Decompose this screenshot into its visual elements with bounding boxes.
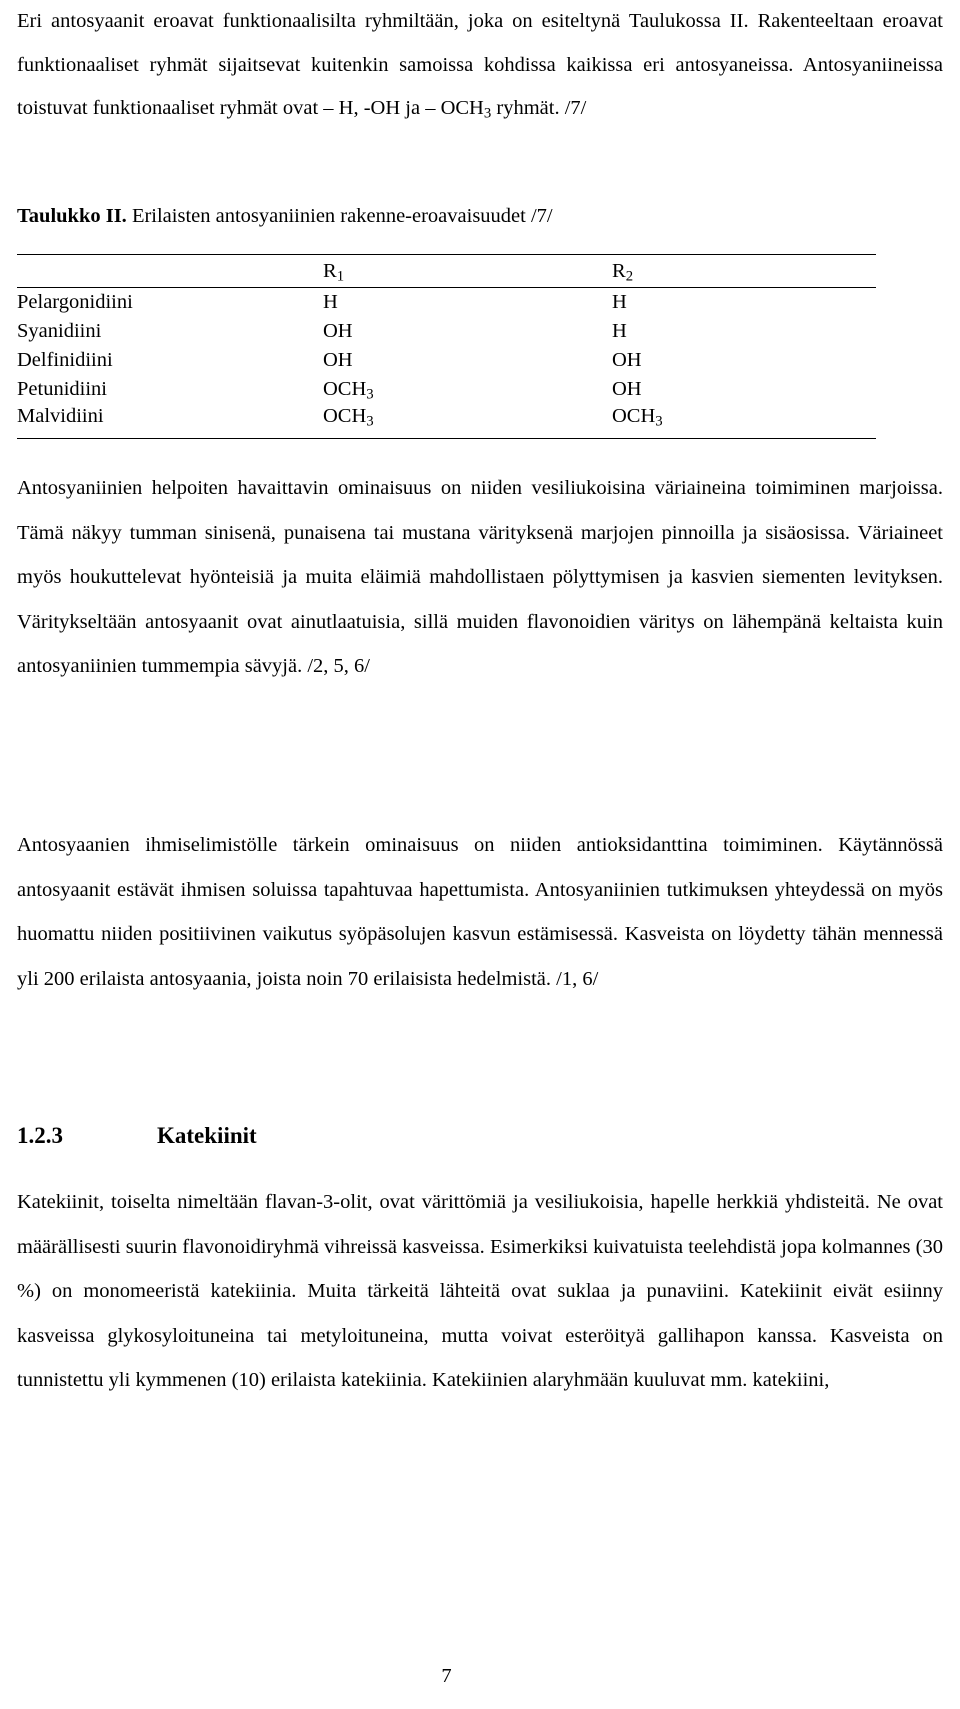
cell-r2: OH [612,349,642,371]
cell-r2: $OCH_3$ [612,405,663,430]
cell-name: Pelargonidiini [17,291,133,313]
cell-r1: H [323,291,338,313]
cell-r2: H [612,291,627,313]
header-name [17,255,323,288]
paragraph-antioxidant: Antosyaanien ihmiselimistölle tärkein ominaisuus on niiden antioksidanttina toimiminen. Käytännössä antosyaanit estävät ihmisen soluissa tapahtuvaa hapettumista. Antosyaniinien tutkimuksen yhteydessä on myös huomattu niiden positiivinen vaikutus syöpäsolujen kasvun estämisessä. Kasveista on löydetty tähän mennessä yli 200 erilaista antosyaania, joista noin 70 erilaisista hedelmistä. /1, 6/ [17,834,943,990]
section-heading [17,1123,257,1149]
paragraph-functional-groups [17,0,943,131]
anthocyanin-table [17,254,876,439]
cell-r2: H [612,320,627,342]
cell-r1: OH [323,320,353,342]
paragraph-catechins: Katekiinit, toiselta nimeltään flavan-3-olit, ovat värittömiä ja vesiliukoisia, hapelle herkkiä yhdisteitä. Ne ovat määrällisesti suurin flavonoidiryhmä vihreissä kasveissa. Esimerkiksi kuivatuista teelehdistä jopa kolmannes (30 %) on monomeeristä katekiinia. Muita tärkeitä lähteitä ovat suklaa ja punaviini. Katekiinit eivät esiinny kasveissa glykosyloituneina tai metyloituneina, mutta voivat esteröityä gallihapon kanssa. Kasveista on tunnistettu yli kymmenen (10) erilaista katekiinia. Katekiinien alaryhmään kuuluvat mm. katekiini, [17,1191,943,1391]
section-number: 1.2.3 [17,1123,63,1148]
table-row [17,346,876,375]
subscript: 3 [483,105,492,122]
table-header-row [17,255,876,288]
header-r2: $R_2$ [612,259,634,285]
cell-name: Delfinidiini [17,349,113,371]
cell-name: Petunidiini [17,378,107,400]
paragraph-text-end: ryhmät. /7/ [491,97,587,119]
page-number: 7 [441,1665,452,1687]
table-row [17,317,876,346]
table-caption-text: Erilaisten antosyaniinien rakenne-eroavaisuudet /7/ [126,205,553,227]
section-title: Katekiinit [157,1123,257,1148]
cell-name: Syanidiini [17,320,102,342]
table-caption [17,195,553,238]
paragraph-text: Eri antosyaanit eroavat funktionaalisilta ryhmiltään, joka on esiteltynä Taulukossa II. Rakenteeltaan eroavat funktionaaliset ryhmät sijaitsevat kuitenkin samoissa kohdissa kaikissa eri antosyaneissa. Antosyaniineissa toistuvat funktionaaliset ryhmät ovat – H, -OH ja – OCH [17,10,943,119]
table-row [17,375,876,404]
cell-r1: OH [323,349,353,371]
paragraph-berry-pigments: Antosyaniinien helpoiten havaittavin ominaisuus on niiden vesiliukoisina väriaineina toimiminen marjoissa. Tämä näkyy tumman sinisenä, punaisena tai mustana värityksenä marjojen pinnoilla ja sisäosissa. Väriaineet myös houkuttelevat hyönteisiä ja muita eläimiä mahdollistaen pölyttymisen ja kasvien siementen levityksen. Väritykseltään antosyaanit ovat ainutlaatuisia, sillä muiden flavonoidien väritys on lähempänä keltaista kuin antosyaniinien tummempia sävyjä. /2, 5, 6/ [17,477,943,677]
cell-r1: $OCH_3$ [323,378,374,403]
cell-r1: $OCH_3$ [323,405,374,430]
cell-r2: OH [612,378,642,400]
header-r1: $R_1$ [323,259,345,285]
table-row [17,288,876,318]
cell-name: Malvidiini [17,405,104,427]
table-row [17,404,876,439]
table-caption-label: Taulukko II. [17,205,127,227]
